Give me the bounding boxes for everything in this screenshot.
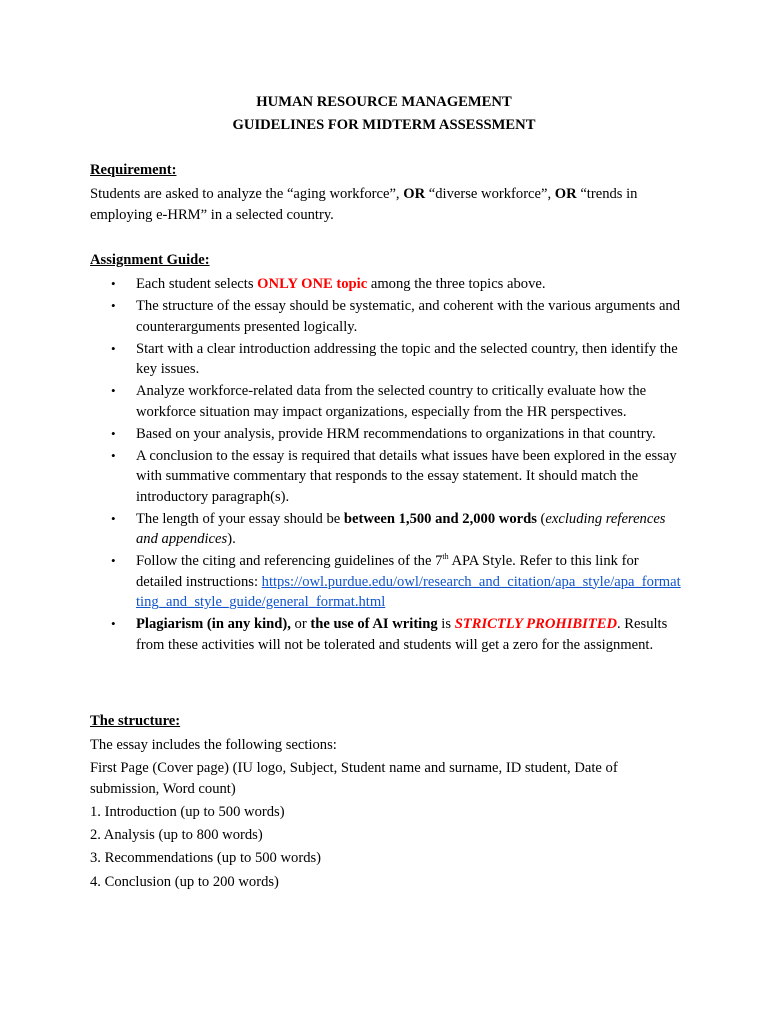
list-item: • Analyze workforce-related data from the selected country to critically evaluate how the workforce situation may impact organizations, especially from the HR perspectives. [111, 383, 647, 420]
list-item: • Start with a clear introduction addressing the topic and the selected country, then identify the key issues. [111, 340, 678, 377]
list-item: • Plagiarism (in any kind), or the use of AI writing is STRICTLY PROHIBITED. Results from these activities will not be tolerated and students will get a zero for the assignment. [111, 616, 668, 653]
list-item: • Each student selects ONLY ONE topic among the three topics above. [90, 274, 682, 295]
bullet-icon: • [111, 425, 116, 441]
bullet-icon: • [111, 383, 116, 398]
doc-title-line2: GUIDELINES FOR MIDTERM ASSESSMENT [232, 117, 536, 133]
requirement-paragraph: Students are asked to analyze the “aging workforce”, OR “diverse workforce”, OR “trends in employing e-HRM” in a selected country. [90, 186, 638, 223]
structure-item-introduction: 1. Introduction (up to 500 words) [90, 804, 285, 820]
bullet-icon: • [111, 510, 116, 526]
structure-item-recommendations: 3. Recommendations (up to 500 words) [90, 850, 322, 866]
bullet-icon: • [111, 276, 116, 291]
doc-title-line1: HUMAN RESOURCE MANAGEMENT [256, 94, 512, 110]
bullet-icon: • [111, 447, 116, 463]
structure-heading: The structure: [90, 713, 181, 729]
structure-item-conclusion: 4. Conclusion (up to 200 words) [90, 874, 279, 890]
structure-item-analysis: 2. Analysis (up to 800 words) [90, 827, 263, 843]
list-item: • The structure of the essay should be systematic, and coherent with the various arguments and counterarguments presented logically. [111, 298, 681, 335]
list-item: • A conclusion to the essay is required that details what issues have been explored in the essay with summative commentary that responds to the essay statement. It should match the introductory paragraph(s). [111, 447, 677, 505]
bullet-icon: • [111, 340, 116, 356]
list-item: • The length of your essay should be between 1,500 and 2,000 words (excluding references and appendices). [111, 510, 666, 547]
assignment-guide-heading: Assignment Guide: [90, 252, 210, 268]
requirement-heading: Requirement: [90, 162, 177, 178]
structure-item-cover: First Page (Cover page) (IU logo, Subject, Student name and surname, ID student, Date of submission, Word count) [90, 760, 618, 797]
bullet-icon: • [111, 298, 116, 313]
assignment-guide-list [90, 274, 682, 657]
bullet-icon: • [111, 616, 116, 631]
list-item: • Based on your analysis, provide HRM recommendations to organizations in that country. [90, 424, 682, 445]
apa-style-link[interactable]: https://owl.purdue.edu/owl/research_and_citation/apa_style/apa_formatting_and_style_guide/general_format.html [136, 573, 681, 610]
bullet-icon: • [111, 553, 116, 568]
structure-intro: The essay includes the following sections: [90, 737, 337, 753]
list-item: • Follow the citing and referencing guidelines of the 7th APA Style. Refer to this link for detailed instructions: https://owl.purdue.edu/owl/research_and_citation/apa_style/apa_formatting_and_style_guide/general_format.html [111, 552, 681, 610]
